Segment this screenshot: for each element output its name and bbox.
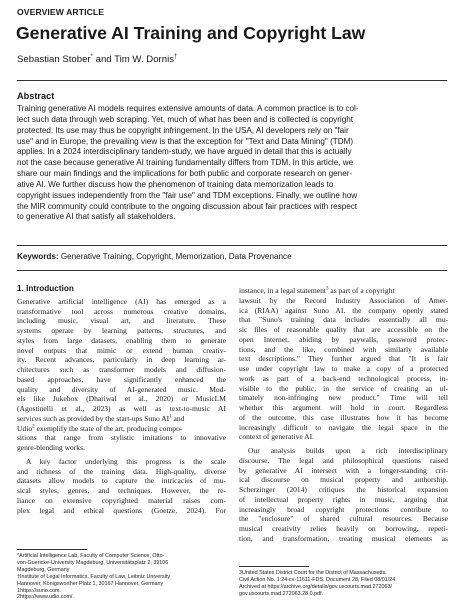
abstract-line: copyright issues independently from the "fair use" and TDM exceptions. Finally, we outline how bbox=[17, 190, 358, 200]
affiliation-line: †Institute of Legal Informatics, Faculty of Law, Leibniz University bbox=[17, 573, 171, 580]
body-line bbox=[17, 424, 226, 434]
body-line: musical creativity relies heavily on borrowing, repeti- bbox=[239, 524, 448, 533]
body-line: the "enclosure" of shared cultural resources. Because bbox=[239, 514, 448, 524]
abstract-line: the MIR community could contribute to the ongoing discussion about fair practices with respect bbox=[17, 201, 358, 211]
body-line: text descriptions." They further argued that "It is fair bbox=[239, 354, 448, 364]
body-line: timately non-infringing new product." Time will tell bbox=[239, 393, 448, 403]
affiliation-line: Magdeburg, Germany bbox=[17, 566, 70, 573]
footnote-mark: 2 bbox=[32, 423, 35, 429]
footnote-line: 1https://suno.com. bbox=[17, 587, 62, 594]
abstract-line: applies. In a 2024 interdisciplinary tandem-study, we have argued in detail that this is actually bbox=[17, 147, 352, 157]
body-line: increasingly broad copyright protections contribute to bbox=[239, 504, 448, 514]
body-line: use under copyright law to make a copy of a protected bbox=[239, 364, 448, 373]
body-line: styles from large datasets, enabling them to generate bbox=[17, 335, 226, 345]
author-list bbox=[17, 54, 177, 65]
body-line: A key factor underlying this progress is the scale bbox=[26, 456, 226, 466]
body-line: Our analysis builds upon a rich interdisciplinary bbox=[248, 446, 448, 455]
body-line: datasets allow models to capture the intricacies of mu- bbox=[17, 476, 226, 486]
body-line: increasingly difficult to navigate the legal space in the bbox=[239, 422, 448, 432]
body-line: of the outcome, this case illustrates how it has become bbox=[239, 412, 448, 422]
keywords-label: Keywords: bbox=[17, 252, 59, 261]
body-line: based approaches, have significantly enhanced the bbox=[17, 374, 226, 384]
abstract-line: to generative AI that satisfy all stakeholders. bbox=[17, 212, 176, 222]
affiliation-line: Hannover, Königsworther Platz 1, 30167 Hannover, Germany bbox=[17, 580, 164, 587]
abstract-line: Training generative AI models requires extensive amounts of data. A common practice is to col- bbox=[17, 104, 359, 113]
footnote-line: gov.uscourts.mad.272063.28.0.pdf. bbox=[239, 590, 324, 597]
body-line: tions, and the like, combined with similarly available bbox=[239, 344, 448, 354]
abstract-line: protected. Its use may thus be copyright infringement. In the USA, AI developers rely on "fair bbox=[17, 125, 349, 135]
author-name: Sebastian Stober bbox=[17, 54, 91, 66]
body-line: by generative AI intersect with a longer-standing crit- bbox=[239, 465, 448, 475]
body-line: els like Jukebox (Dhariwal et al., 2020) or MusicLM bbox=[17, 394, 226, 404]
body-line: Scherzinger (2014) critiques the historical expansion bbox=[239, 485, 448, 494]
body-line: and richness of the training data. High-quality, diverse bbox=[17, 466, 226, 476]
body-line: quality and diversity of AI-generated music. Mod- bbox=[17, 384, 226, 394]
paper-title: Generative AI Training and Copyright Law bbox=[16, 23, 366, 43]
footnote-mark: 1 bbox=[169, 414, 172, 420]
body-line: (Agostinelli et al., 2023) as well as text-to-music AI bbox=[17, 404, 226, 413]
footnote-mark: 3 bbox=[325, 286, 329, 292]
body-line: chitectures such as transformer models and diffusion- bbox=[17, 365, 226, 374]
body-line bbox=[239, 286, 448, 296]
body-line: sitions that range from stylistic imitations to innovative bbox=[17, 433, 226, 443]
footnote-line: Archived at https://archive.org/details/gov.uscourts.mad.272063/ bbox=[239, 583, 393, 590]
affiliation-line: von-Guericke-University Magdeburg, Universitätsplatz 2, 39106 bbox=[17, 559, 169, 566]
affiliation-mark: * bbox=[90, 54, 93, 60]
body-line: ical discourse on musical property and authorship. bbox=[239, 475, 448, 485]
body-line: visible to the public, in the service of creating an ul- bbox=[239, 383, 448, 393]
body-line: genre-blending works. bbox=[17, 443, 85, 452]
footnote-divider bbox=[239, 566, 309, 567]
body-line: systems operate by learning patterns, structures, and bbox=[17, 326, 226, 335]
body-line: novel outputs that mimic or extend human creativ- bbox=[17, 345, 226, 355]
body-line: open Internet, abiding by paywalls, password protec- bbox=[239, 334, 448, 344]
abstract-heading: Abstract bbox=[17, 91, 55, 101]
body-line: sic files of reasonable quality that are accessible on the bbox=[239, 325, 448, 334]
left-column bbox=[17, 286, 226, 515]
right-column bbox=[239, 286, 448, 544]
footnote-divider bbox=[17, 549, 87, 550]
author-name: Tim W. Dornis bbox=[114, 54, 174, 66]
body-line: whether this argument will hold in court. Regardless bbox=[239, 403, 448, 412]
abstract-divider bbox=[17, 245, 447, 246]
article-type-label: OVERVIEW ARTICLE bbox=[17, 7, 105, 17]
keywords-text: Generative Training, Copyright, Memorization, Data Provenance bbox=[60, 252, 292, 261]
right-footnotes bbox=[239, 570, 449, 598]
body-text: services such as provided by the start-ups Suno AI bbox=[17, 413, 170, 423]
keywords-divider bbox=[17, 270, 447, 271]
keywords-line bbox=[17, 252, 292, 261]
body-text: Udio bbox=[17, 423, 33, 433]
body-line: context of generative AI. bbox=[239, 432, 315, 442]
abstract-line: share our main findings and the implications for both public and corporate research on gener- bbox=[17, 169, 353, 179]
body-line: sical styles, genres, and techniques. However, the re- bbox=[17, 486, 226, 495]
left-footnotes bbox=[17, 553, 227, 601]
body-line: liance on extensive copyrighted material raises com- bbox=[17, 495, 226, 505]
abstract-body bbox=[17, 104, 449, 223]
body-text: exemplify the state of the art, producing compo- bbox=[34, 423, 183, 433]
footnote-line: Civil Action No. 1:24-cv-11611-FDS, Document 28, Filed 08/01/24. bbox=[239, 576, 397, 583]
abstract-line: ative AI. We further discuss how the phenomenon of training data memorization leads to bbox=[17, 179, 334, 189]
header-divider bbox=[17, 80, 447, 81]
section-heading: 1. Introduction bbox=[17, 284, 74, 293]
body-line: lawsuit by the Record Industry Association of Amer- bbox=[239, 295, 448, 305]
body-line: Generative artificial intelligence (AI) has emerged as a bbox=[17, 296, 226, 306]
footnote-line: 2https://www.udio.com/. bbox=[17, 594, 74, 601]
body-text: instance, in a legal statement bbox=[239, 286, 326, 295]
body-line: work as part of a back-end technological process, in- bbox=[239, 373, 448, 383]
body-line bbox=[17, 414, 226, 424]
body-text: as part of a copyright bbox=[328, 286, 395, 295]
body-line: of intellectual property rights in music, arguing that bbox=[239, 494, 448, 504]
body-line: including music, visual art, and literature. These bbox=[17, 316, 226, 326]
body-line: ity. Recent advances, particularly in deep learning ar- bbox=[17, 355, 226, 365]
affiliation-mark: † bbox=[174, 54, 178, 60]
body-line: discourse. The legal and philosophical questions raised bbox=[239, 455, 448, 465]
body-line: that "Suno's training data includes essentially all mu- bbox=[239, 315, 448, 325]
footnote-line: 3United States District Court for the District of Massachusetts, bbox=[239, 570, 387, 576]
body-line: transformative tool across numerous creative domains, bbox=[17, 306, 226, 316]
abstract-line: lect such data through web scraping. Yet, much of what has been and is collected is copyright bbox=[17, 114, 354, 124]
body-text: and bbox=[171, 413, 185, 423]
abstract-line: not the case because generative AI training fundamentally differs from TDM. In this article, we bbox=[17, 158, 354, 168]
body-line: plex legal and ethical questions (Goetze, 2024). For bbox=[17, 505, 226, 515]
abstract-line: use" and in Europe, the prevailing view is that the exception for "Text and Data Mining" (TDM) bbox=[17, 136, 354, 146]
author-connector: and bbox=[92, 54, 115, 66]
affiliation-line: *Artificial Intelligence Lab, Faculty of Computer Science, Otto- bbox=[17, 553, 165, 559]
body-line: tion, and transformation, treating musical elements as bbox=[239, 533, 448, 543]
body-line: ica (RIAA) against Suno AI, the company openly stated bbox=[239, 305, 448, 315]
